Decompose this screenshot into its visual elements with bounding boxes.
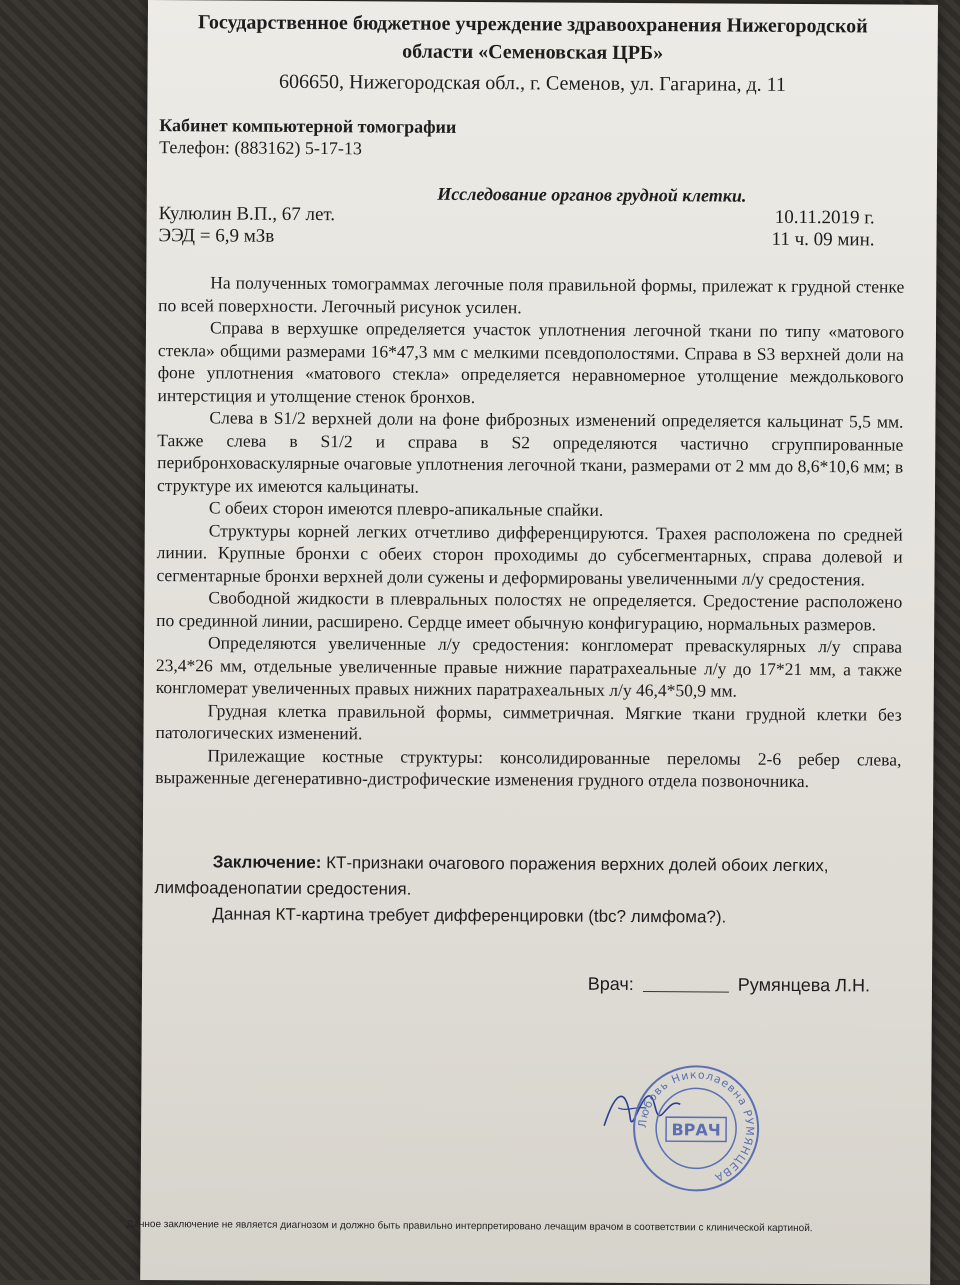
finding-paragraph: Структуры корней легких отчетливо дифференцируются. Трахея расположена по средней линии. Крупные бронхи с обеих сторон проходимы до субсегментарных, справа долевой и сегментарные бронхи верхней доли сужены и деформированы увеличенными л/у средостения. — [156, 519, 903, 589]
doctor-stamp — [631, 1063, 762, 1194]
conclusion-note: Данная КТ-картина требует дифференцировки (tbc? лимфома?). — [212, 903, 727, 927]
document-content — [154, 8, 906, 996]
disclaimer-footer: Данное заключение не является диагнозом и должно быть правильно интерпретировано лечащим врачом в соответствии с клинической картиной. — [126, 1218, 813, 1235]
conclusion-section — [154, 849, 900, 932]
stamp-ring-text: Любовь Николаевна РУМЯНЦЕВА — [635, 1068, 757, 1185]
finding-paragraph: Слева в S1/2 верхней доли на фоне фиброзных изменений определяется кальцинат 5,5 мм. Также слева в S1/2 и справа в S2 определяются частично сгруппированные перибронховаскулярные очаговые уплотнения легочной ткани, размерами от 2 мм до 8,6*10,6 мм; в структуре их имеются кальцинаты. — [156, 407, 904, 497]
study-date: 10.11.2019 г. — [774, 206, 875, 229]
institution-address: 606650, Нижегородская обл., г. Семенов, ул. Гагарина, д. 11 — [279, 70, 786, 96]
study-title: Исследование органов грудной клетки. — [437, 183, 747, 206]
conclusion-text — [154, 849, 900, 906]
phone-number: Телефон: (883162) 5-17-13 — [159, 137, 362, 159]
study-time: 11 ч. 09 мин. — [771, 228, 875, 251]
background-left — [0, 0, 160, 1280]
cabinet-name: Кабинет компьютерной томографии — [159, 115, 457, 137]
conclusion-body: КТ-признаки очагового поражения верхних долей обоих легких, лимфоаденопатии средостения. — [154, 852, 829, 899]
finding-paragraph: На полученных томограммах легочные поля правильной формы, прилежат к грудной стенке по всей поверхности. Легочный рисунок усилен. — [158, 272, 905, 317]
doctor-name: Румянцева Л.Н. — [737, 974, 871, 995]
radiation-dose: ЭЭД = 6,9 мЗв — [158, 225, 275, 247]
conclusion-label: Заключение: — [212, 851, 322, 872]
findings-section — [155, 271, 904, 793]
stamp-center-text: ВРАЧ — [671, 1120, 721, 1140]
finding-paragraph: С обеих сторон имеются плевро-апикальные спайки. — [208, 497, 604, 520]
signature-line — [643, 991, 729, 993]
institution-line-1: Государственное бюджетное учреждение здравоохранения Нижегородской — [197, 11, 868, 38]
doctor-label: Врач: — [587, 973, 634, 994]
finding-paragraph: Прилежащие костные структуры: консолидированные переломы 2-6 ребер слева, выраженные дегенеративно-дистрофические изменения грудного отдела позвоночника. — [155, 744, 902, 792]
institution-line-2: области «Семеновская ЦРБ» — [402, 40, 664, 65]
document-sheet — [126, 0, 938, 1285]
finding-paragraph: Справа в верхушке определяется участок уплотнения легочной ткани по типу «матового стекла» общими размерами 16*47,3 мм с мелкими псевдополостями. Справа в S3 верхней доли на фоне уплотнения «матового стекла» определяется неравномерное утолщение междолькового интерстиция и утолщение стенок бронхов. — [157, 317, 905, 407]
patient-name-age: Кулюлин В.П., 67 лет. — [158, 203, 336, 226]
institution-name — [160, 8, 906, 69]
finding-paragraph: Грудная клетка правильной формы, симметричная. Мягкие ткани грудной клетки без патологических изменений. — [155, 699, 902, 744]
doctor-signature-line — [154, 971, 900, 997]
finding-paragraph: Свободной жидкости в плевральных полостях не определяется. Средостение расположено по срединной линии, расширено. Сердце имеет обычную конфигурацию, нормальных размеров. — [156, 587, 903, 634]
finding-paragraph: Определяются увеличенные л/у средостения: конгломерат преваскулярных л/у справа 23,4*26 мм, отдельные увеличенные правые нижние паратрахеальные л/у до 17*21 мм, а также конгломерат увеличенных правых нижних паратрахеальных л/у 46,4*50,9 мм. — [155, 632, 903, 701]
patient-row-2 — [158, 225, 904, 252]
